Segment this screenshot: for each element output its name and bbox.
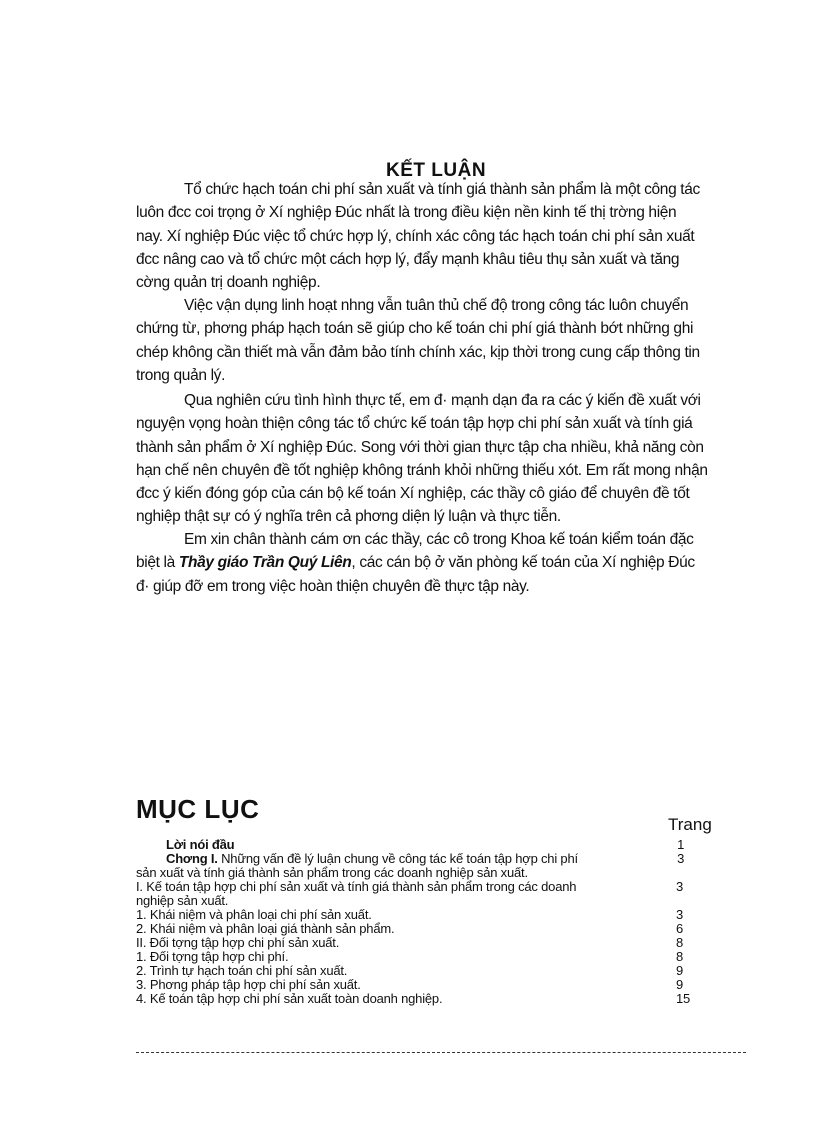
toc-row [136,936,696,950]
toc-entry-page: 8 [676,949,684,964]
chapter-label: Chơng I. [166,851,218,866]
toc-entry-page: 15 [676,991,691,1006]
toc-entry-text: 1. Khái niệm và phân loại chi phí sản xuất. [136,907,372,922]
text-line: Việc vận dụng linh hoạt nhng vẫn tuân thủ chế độ trong công tác luôn chuyển [184,297,689,314]
toc-row [136,964,696,978]
toc-entry-text: II. Đối tợng tập hợp chi phí sản xuất. [136,935,340,950]
toc-entry-page: 9 [676,977,684,992]
toc-entry-text: 2. Trình tự hạch toán chi phí sản xuất. [136,963,348,978]
text-fragment: , các cán bộ ở văn phòng kế toán của Xí nghiệp Đúc [351,554,695,572]
table-of-contents [136,838,696,1006]
toc-entry-text: 1. Đối tợng tập hợp chi phí. [136,949,289,964]
toc-row [136,978,696,992]
text-line: thành sản phẩm ở Xí nghiệp Đúc. Song với thời gian thực tập cha nhiều, khả năng còn [136,438,704,456]
text-line: nguyện vọng hoàn thiện công tác tổ chức kế toán tập hợp chi phí sản xuất và tính giá [136,415,693,433]
text-line: luôn đcc coi trọng ở Xí nghiệp Đúc nhất là trong điều kiện nền kinh tế thị trờng hiện [136,204,677,222]
toc-row [136,838,696,852]
text-line: nghiệp thật sự có ý nghĩa trên cả phơng diện lý luận và thực tiễn. [136,508,561,526]
toc-entry-text: Lời nói đầu [166,837,235,852]
toc-entry-page: 6 [676,921,684,936]
text-fragment: Những vấn đề lý luận chung về công tác kế toán tập hợp chi phí [217,851,578,866]
toc-entry-page: 8 [676,935,684,950]
toc-entry-text: 3. Phơng pháp tập hợp chi phí sản xuất. [136,977,361,992]
toc-row [136,880,696,894]
text-line: trong quản lý. [136,366,226,384]
toc-entry-text [136,852,677,866]
toc-entry-page [676,894,696,908]
toc-entry-page: 3 [676,879,684,894]
teacher-name: Thầy giáo Trần Quý Liên [178,554,352,572]
text-line: đcc nâng cao và tổ chức một cách hợp lý, đẩy mạnh khâu tiêu thụ sản xuất và tăng [136,250,680,268]
paragraph-4 [136,528,748,598]
text-line [136,551,748,574]
text-line: Em xin chân thành cám ơn các thầy, các cô trong Khoa kế toán kiểm toán đặc [184,531,694,548]
toc-entry-text: I. Kế toán tập hợp chi phí sản xuất và tính giá thành sản phẩm trong các doanh [136,879,577,894]
toc-row [136,894,696,908]
text-line: cờng quản trị doanh nghiệp. [136,274,321,292]
paragraph-2 [136,294,748,387]
toc-row [136,922,696,936]
text-line: Tổ chức hạch toán chi phí sản xuất và tính giá thành sản phẩm là một công tác [184,181,700,198]
toc-entry-page: 1 [677,837,685,852]
text-line: nay. Xí nghiệp Đúc việc tổ chức hợp lý, chính xác công tác hạch toán chi phí sản xuất [136,227,695,245]
toc-entry-page: 3 [676,907,684,922]
toc-row [136,852,696,866]
text-line: chép không cần thiết mà vẫn đảm bảo tính chính xác, kịp thời trong cung cấp thông tin [136,343,700,361]
dashed-divider [136,1052,746,1053]
toc-entry-page [676,866,696,880]
toc-entry-text: sản xuất và tính giá thành sản phẩm trong các doanh nghiệp sản xuất. [136,865,528,880]
toc-entry-text: nghiệp sản xuất. [136,893,229,908]
toc-page-header: Trang [668,815,712,834]
toc-entry-text: 4. Kế toán tập hợp chi phí sản xuất toàn doanh nghiệp. [136,991,443,1006]
toc-title: MỤC LỤC [136,794,260,824]
toc-row [136,908,696,922]
paragraph-1 [136,178,748,294]
toc-entry-page: 9 [676,963,684,978]
text-line: đ· giúp đỡ em trong việc hoàn thiện chuyên đề thực tập này. [136,577,530,595]
text-fragment: biệt là [136,554,179,572]
toc-entry-text: 2. Khái niệm và phân loại giá thành sản phẩm. [136,921,395,936]
text-line: Qua nghiên cứu tình hình thực tế, em đ· mạnh dạn đa ra các ý kiến đề xuất với [184,392,701,409]
text-line: hạn chế nên chuyên đề tốt nghiệp không tránh khỏi những thiếu xót. Em rất mong nhận [136,461,708,479]
toc-row [136,992,696,1006]
text-line: đcc ý kiến đóng góp của cán bộ kế toán Xí nghiệp, các thầy cô giáo để chuyên đề tốt [136,485,690,503]
toc-row [136,866,696,880]
toc-row [136,950,696,964]
toc-entry-page: 3 [677,851,685,866]
conclusion-title: KẾT LUẬN [386,160,487,181]
paragraph-3 [136,389,748,529]
text-line: chứng từ, phơng pháp hạch toán sẽ giúp cho kế toán chi phí giá thành bớt những ghi [136,320,694,338]
